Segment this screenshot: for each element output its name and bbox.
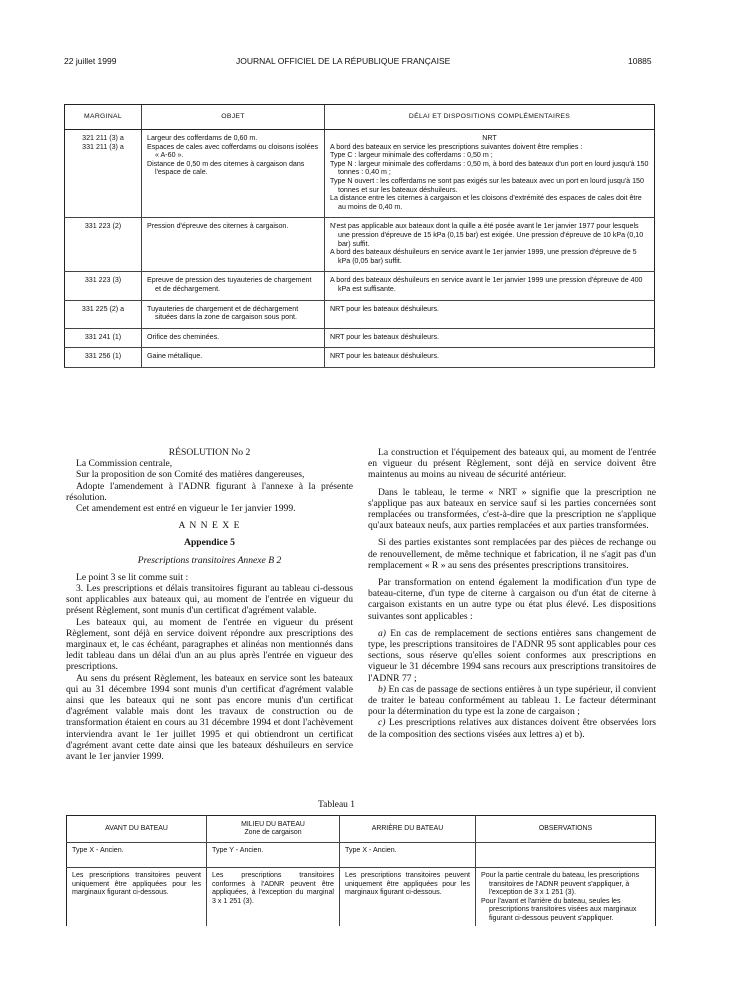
table-cell: Les prescriptions transitoires peuvent uniquement être appliquées pour les marginaux figurant ci-dessous. bbox=[340, 868, 476, 926]
delai-text: NRT pour les bateaux déshuileurs. bbox=[330, 332, 439, 341]
cell-objet bbox=[142, 130, 325, 218]
table-header-row bbox=[67, 816, 656, 843]
table-row bbox=[65, 130, 655, 218]
objet-text: Orifice des cheminées. bbox=[147, 332, 220, 341]
table-cell: Type X - Ancien. bbox=[67, 843, 207, 868]
delai-text: A bord des bateaux en service les prescriptions suivantes doivent être remplies : bbox=[330, 142, 583, 151]
header-date: 22 juillet 1999 bbox=[64, 56, 117, 66]
body-paragraph: Dans le tableau, le terme « NRT » signifie que la prescription ne s'applique pas aux bateaux en service sauf si les parties concernées sont remplacées ou transformées, c'est-à-dire que la prescription ne s'applique qu'aux bateaux neufs, aux parties remplacées et aux parties transformées. bbox=[368, 486, 656, 532]
cell-marginal bbox=[65, 328, 142, 348]
list-item bbox=[368, 684, 656, 718]
column-header-marginal: MARGINAL bbox=[65, 105, 142, 130]
objet-text: Largeur des cofferdams de 0,60 m. bbox=[147, 134, 258, 142]
cell-marginal bbox=[65, 130, 142, 218]
table1-title: Tableau 1 bbox=[318, 800, 356, 810]
item-label: c) bbox=[378, 717, 386, 729]
body-paragraph: La construction et l'équipement des bateaux qui, au moment de l'entrée en vigueur du présent Règlement, sont déjà en service doivent être maintenus au moins au niveau de sécurité antérieur. bbox=[368, 447, 656, 481]
milieu-sublabel: Zone de cargaison bbox=[244, 829, 302, 836]
marginal-ref: 331 223 (3) bbox=[84, 276, 122, 285]
cell-delai bbox=[325, 348, 655, 368]
cell-marginal bbox=[65, 218, 142, 272]
table-cell: Type X - Ancien. bbox=[340, 843, 476, 868]
list-item bbox=[368, 628, 656, 684]
delai-text: Type N : largeur minimale des cofferdams : 0,50 m, à bord des bateaux d'un port en lourd jusqu'à 150 tonnes : 0,40 m ; bbox=[330, 159, 649, 177]
column-header-objet: OBJET bbox=[142, 105, 325, 130]
table-header-row bbox=[65, 105, 655, 130]
cell-delai bbox=[325, 300, 655, 328]
table-cell bbox=[476, 843, 656, 868]
header-journal-title: JOURNAL OFFICIEL DE LA RÉPUBLIQUE FRANÇAISE bbox=[236, 56, 451, 66]
cell-marginal bbox=[65, 272, 142, 300]
cell-objet bbox=[142, 300, 325, 328]
table-row bbox=[65, 348, 655, 368]
body-paragraph: Les bateaux qui, au moment de l'entrée en vigueur du présent Règlement, sont déjà en service doivent répondre aux prescriptions des marginaux et, le cas échéant, paragraphes et alinéas non mentionnés dans ledit tableau dans un délai d'un an au plus après l'entrée en vigueur des prescriptions. bbox=[66, 616, 353, 673]
observation-text: Pour la partie centrale du bateau, les prescriptions transitoires de l'ADNR peuvent s'appliquer, à l'exception de 3 x 1 251 (3). bbox=[481, 871, 640, 897]
cell-delai bbox=[325, 328, 655, 348]
table-cell: Les prescriptions transitoires conformes à l'ADNR peuvent être appliquées, à l'exception du marginal 3 x 1 251 (3). bbox=[207, 868, 340, 926]
column-header-arriere: ARRIÈRE DU BATEAU bbox=[340, 816, 476, 843]
objet-text: Tuyauteries de chargement et de déchargement situées dans la zone de cargaison sous pont. bbox=[147, 304, 299, 322]
cell-marginal bbox=[65, 348, 142, 368]
resolution-title: RÉSOLUTION No 2 bbox=[168, 447, 251, 458]
right-column bbox=[368, 447, 656, 740]
table-row bbox=[65, 328, 655, 348]
appendice-subtitle: Prescriptions transitoires Annexe B 2 bbox=[137, 554, 282, 566]
transitional-provisions-table bbox=[64, 104, 655, 368]
delai-text: A bord des bateaux déshuileurs en service avant le 1er janvier 1999 une pression d'épreuve de 400 kPa est suffisante. bbox=[330, 276, 643, 293]
table-row bbox=[67, 868, 656, 926]
objet-text: Distance de 0,50 m des citernes à cargaison dans l'espace de cale. bbox=[147, 159, 305, 177]
cell-objet bbox=[142, 328, 325, 348]
cell-delai bbox=[325, 272, 655, 300]
cell-objet bbox=[142, 218, 325, 272]
objet-text: Espaces de cales avec cofferdams ou cloisons isolées « A-60 ». bbox=[147, 142, 318, 160]
header-page-number: 10885 bbox=[628, 56, 652, 66]
column-header-observations: OBSERVATIONS bbox=[476, 816, 656, 843]
body-paragraph: Par transformation on entend également la modification d'un type de bateau-citerne, d'un type de citerne à cargaison ou d'un état de citerne à cargaison existants en un autre type ou état plus élevé. Les dispositions suivantes sont applicables : bbox=[368, 577, 656, 622]
body-paragraph: Au sens du présent Règlement, les bateaux en service sont les bateaux qui au 31 décembre 1994 sont munis d'un certificat d'agrément valable ainsi que les bateaux qui ne sont pas encore munis d'un certificat d'agrément valable mais dont les travaux de construction ou de transformation étaient en cours au 31 décembre 1994 et dont l'achèvement interviendra avant le 1er juillet 1995 et qui obtiendront un certificat d'agrément avant cette date ainsi que les bateaux déshuileurs en service avant le 1er janvier 1999. bbox=[66, 672, 353, 763]
delai-text: Type N ouvert : les cofferdams ne sont pas exigés sur les bateaux avec un port en lourd jusqu'à 150 tonnes et sur les bateaux déshuileurs. bbox=[330, 176, 644, 194]
item-label: a) bbox=[378, 627, 386, 639]
table-cell: Type Y - Ancien. bbox=[207, 843, 340, 868]
marginal-ref: 331 225 (2) a bbox=[81, 304, 125, 313]
body-paragraph: 3. Les prescriptions et délais transitoires figurant au tableau ci-dessous sont applicables aux bateaux qui, au moment de l'entrée en vigueur du présent Règlement, sont munis d'un certificat d'agrément valable. bbox=[66, 583, 353, 617]
column-header-delai: DÉLAI ET DISPOSITIONS COMPLÉMENTAIRES bbox=[325, 105, 655, 130]
item-text: Les prescriptions relatives aux distances doivent être observées lors de la composition des sections visées aux lettres a) et b). bbox=[368, 717, 657, 740]
intro-paragraph: Cet amendement est entré en vigueur le 1er janvier 1999. bbox=[76, 503, 296, 515]
body-paragraph: Le point 3 se lit comme suit : bbox=[76, 571, 189, 583]
observation-text: Pour l'avant et l'arrière du bateau, seules les prescriptions transitoires visées aux marginaux figurant ci-dessous peuvent s'appliquer. bbox=[481, 896, 637, 922]
column-header-milieu bbox=[207, 816, 340, 843]
body-paragraph: Si des parties existantes sont remplacées par des pièces de rechange ou de renouvellement, de même technique et fabrication, il ne s'agit pas d'un remplacement « R » au sens des présentes prescriptions transitoires. bbox=[368, 537, 656, 571]
cell-delai bbox=[325, 130, 655, 218]
cell-objet bbox=[142, 272, 325, 300]
marginal-ref: 331 211 (3) a bbox=[82, 142, 124, 151]
delai-text: N'est pas applicable aux bateaux dont la quille a été posée avant le 1er janvier 1977 pour lesquels une pression d'épreuve de 15 kPa (0,15 bar) est exigée. Une pression d'épreuve de 10 kPa (0,10 bar) suffit. bbox=[330, 222, 644, 248]
marginal-ref: 331 241 (1) bbox=[84, 332, 122, 341]
table-row bbox=[65, 300, 655, 328]
column-header-avant: AVANT DU BATEAU bbox=[67, 816, 207, 843]
intro-paragraph: Adopte l'amendement à l'ADNR figurant à l'annexe à la présente résolution. bbox=[66, 480, 353, 503]
left-column bbox=[66, 447, 353, 762]
intro-paragraph: La Commission centrale, bbox=[76, 458, 173, 470]
cell-marginal bbox=[65, 300, 142, 328]
milieu-label: MILIEU DU BATEAU bbox=[241, 821, 305, 828]
objet-text: Epreuve de pression des tuyauteries de chargement et de déchargement. bbox=[147, 276, 312, 293]
table-row bbox=[65, 218, 655, 272]
table-cell: Les prescriptions transitoires peuvent uniquement être appliquées pour les marginaux figurant ci-dessous. bbox=[72, 871, 201, 897]
delai-text: A bord des bateaux déshuileurs en service avant le 1er janvier 1999, une pression d'épreuve de 5 kPa (0,05 bar) suffit. bbox=[330, 248, 637, 265]
cell-objet bbox=[142, 348, 325, 368]
appendice-title: Appendice 5 bbox=[184, 537, 235, 549]
delai-text: Type C : largeur minimale des cofferdams : 0,50 m ; bbox=[330, 151, 493, 160]
objet-text: Pression d'épreuve des citernes à cargaison. bbox=[147, 222, 289, 231]
delai-title: NRT bbox=[482, 134, 497, 142]
table-row bbox=[65, 272, 655, 300]
item-label: b) bbox=[378, 683, 386, 695]
delai-text: NRT pour les bateaux déshuileurs. bbox=[330, 304, 439, 313]
marginal-ref: 331 223 (2) bbox=[84, 222, 122, 231]
marginal-ref: 321 211 (3) a bbox=[82, 134, 124, 142]
table-row bbox=[67, 843, 656, 868]
intro-paragraph: Sur la proposition de son Comité des matières dangereuses, bbox=[76, 469, 305, 481]
objet-text: Gaine métallique. bbox=[147, 352, 203, 361]
cell-delai bbox=[325, 218, 655, 272]
list-item bbox=[368, 717, 656, 739]
marginal-ref: 331 256 (1) bbox=[84, 352, 122, 361]
delai-text: NRT pour les bateaux déshuileurs. bbox=[330, 352, 439, 361]
table1 bbox=[66, 815, 656, 926]
item-text: En cas de passage de sections entières à un type supérieur, il convient de traiter le bateau conformément au tableau 1. Le facteur déterminant pour la détermination du type est la zone de cargaison ; bbox=[368, 683, 656, 718]
item-text: En cas de remplacement de sections entières sans changement de type, les prescriptions transitoires de l'ADNR 95 sont applicables pour ces sections, sous réserve qu'elles soient conformes aux prescriptions en vigueur le 31 décembre 1994 sans recours aux prescriptions transitoires de l'ADNR 77 ; bbox=[368, 627, 656, 684]
annexe-title: A N N E X E bbox=[178, 520, 241, 532]
delai-text: La distance entre les citernes à cargaison et les cloisons d'extrémité des espaces de cales doit être au moins de 0,40 m. bbox=[330, 194, 642, 211]
table-cell bbox=[476, 868, 656, 926]
